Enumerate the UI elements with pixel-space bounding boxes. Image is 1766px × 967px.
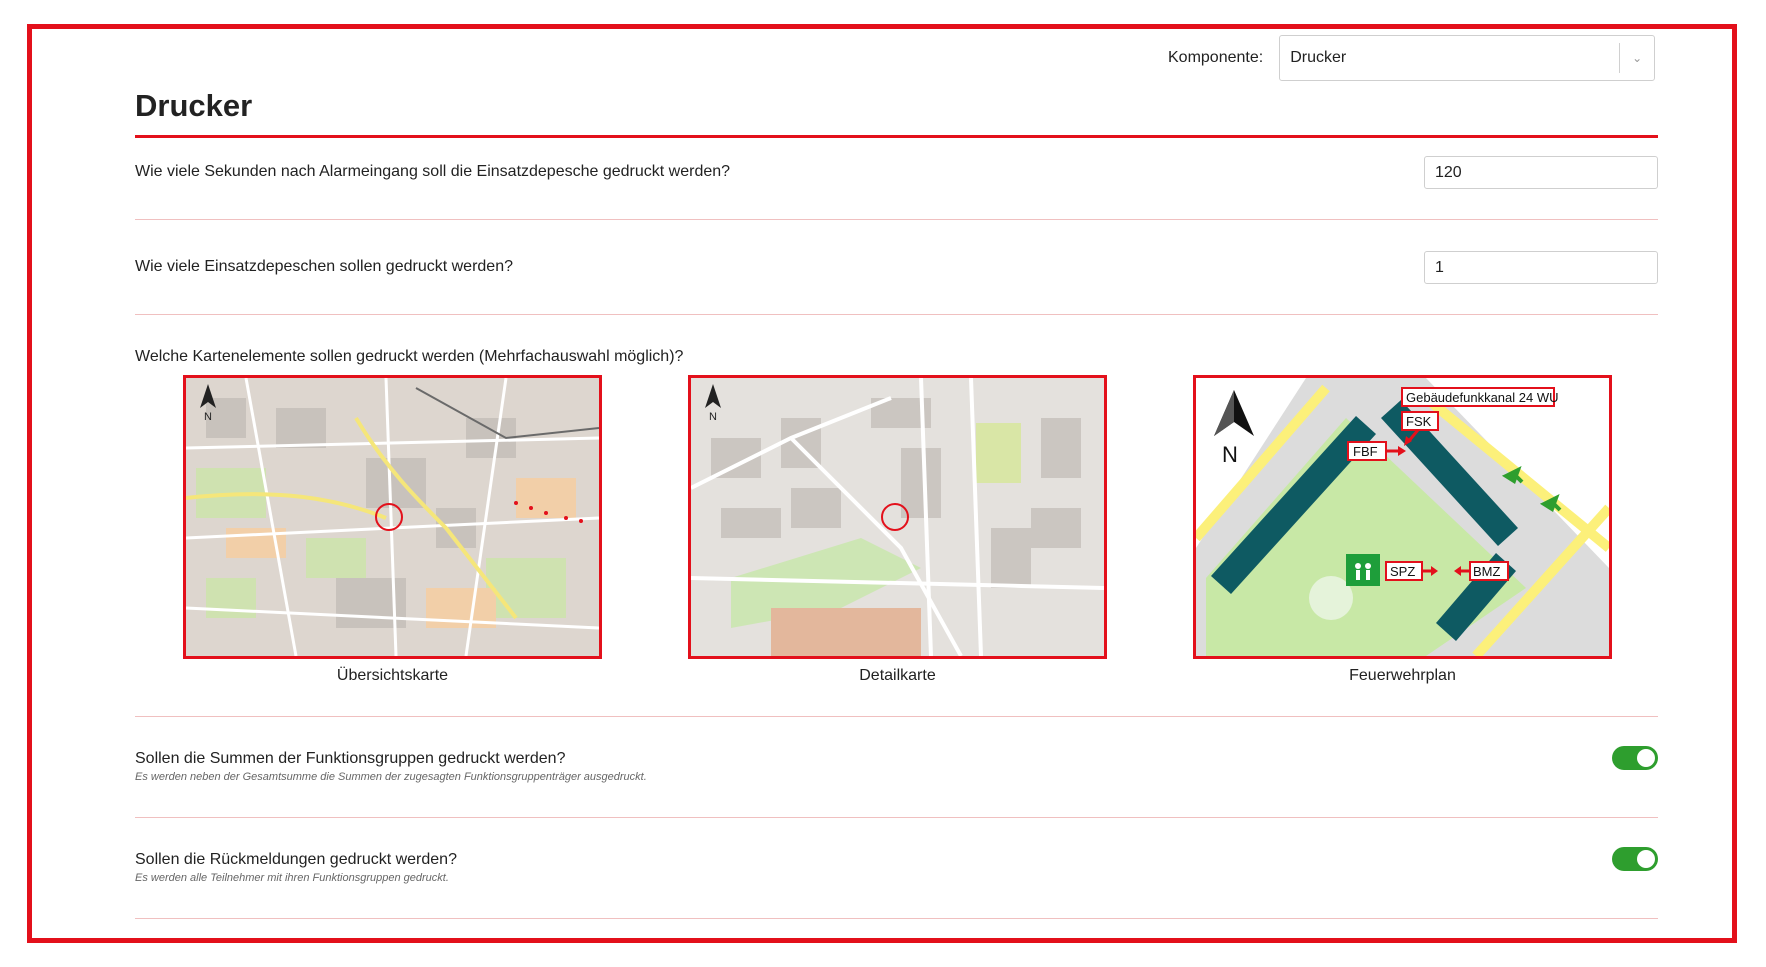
overview-map-caption: Übersichtskarte	[336, 667, 449, 684]
page-title: Drucker	[135, 88, 253, 123]
fsk-label: FSK	[1406, 414, 1432, 429]
title-underline	[135, 135, 1658, 138]
copies-question: Wie viele Einsatzdepeschen sollen gedruckt werden?	[135, 258, 513, 275]
toggle-knob	[1637, 749, 1655, 767]
fire-plan-caption: Feuerwehrplan	[1349, 667, 1456, 684]
bmz-label: BMZ	[1473, 564, 1501, 579]
divider	[135, 314, 1658, 315]
component-selector	[1168, 34, 1655, 82]
divider	[135, 219, 1658, 220]
overview-map-image	[186, 378, 599, 656]
fire-plan-option[interactable]	[1193, 375, 1612, 659]
delay-question: Wie viele Sekunden nach Alarmeingang soll die Einsatzdepesche gedruckt werden?	[135, 163, 731, 180]
divider	[135, 918, 1658, 919]
delay-seconds-input[interactable]	[1424, 156, 1658, 189]
assembly-point-icon	[1346, 554, 1380, 586]
map-elements-question: Welche Kartenelemente sollen gedruckt werden (Mehrfachauswahl möglich)?	[135, 348, 684, 365]
component-select-value: Drucker	[1290, 49, 1347, 66]
copies-input[interactable]	[1424, 251, 1658, 284]
sums-question: Sollen die Summen der Funktionsgruppen gedruckt werden?	[135, 750, 566, 767]
spz-label: SPZ	[1390, 564, 1416, 579]
overview-map-option[interactable]	[183, 375, 602, 659]
detail-map-option[interactable]	[688, 375, 1107, 659]
detail-map-image	[691, 378, 1104, 656]
chevron-down-icon[interactable]: ⌄	[1632, 51, 1643, 65]
toggle-knob	[1637, 850, 1655, 868]
north-label: N	[204, 411, 212, 423]
detail-map-caption: Detailkarte	[859, 667, 936, 684]
channel-label: Gebäudefunkkanal 24 WU	[1406, 390, 1559, 405]
divider	[135, 716, 1658, 717]
sums-toggle[interactable]	[1612, 746, 1658, 770]
component-label: Komponente:	[1168, 49, 1264, 66]
divider	[135, 817, 1658, 818]
component-select[interactable]	[1279, 35, 1655, 81]
north-label: N	[1222, 442, 1238, 467]
fbf-label: FBF	[1353, 444, 1378, 459]
responses-toggle[interactable]	[1612, 847, 1658, 871]
north-label: N	[709, 411, 717, 423]
responses-hint: Es werden alle Teilnehmer mit ihren Funktionsgruppen gedruckt.	[135, 872, 449, 884]
responses-question: Sollen die Rückmeldungen gedruckt werden?	[135, 851, 457, 868]
fire-plan-image	[1196, 378, 1609, 656]
sums-hint: Es werden neben der Gesamtsumme die Summen der zugesagten Funktionsgruppenträger ausgedruckt.	[135, 771, 647, 783]
